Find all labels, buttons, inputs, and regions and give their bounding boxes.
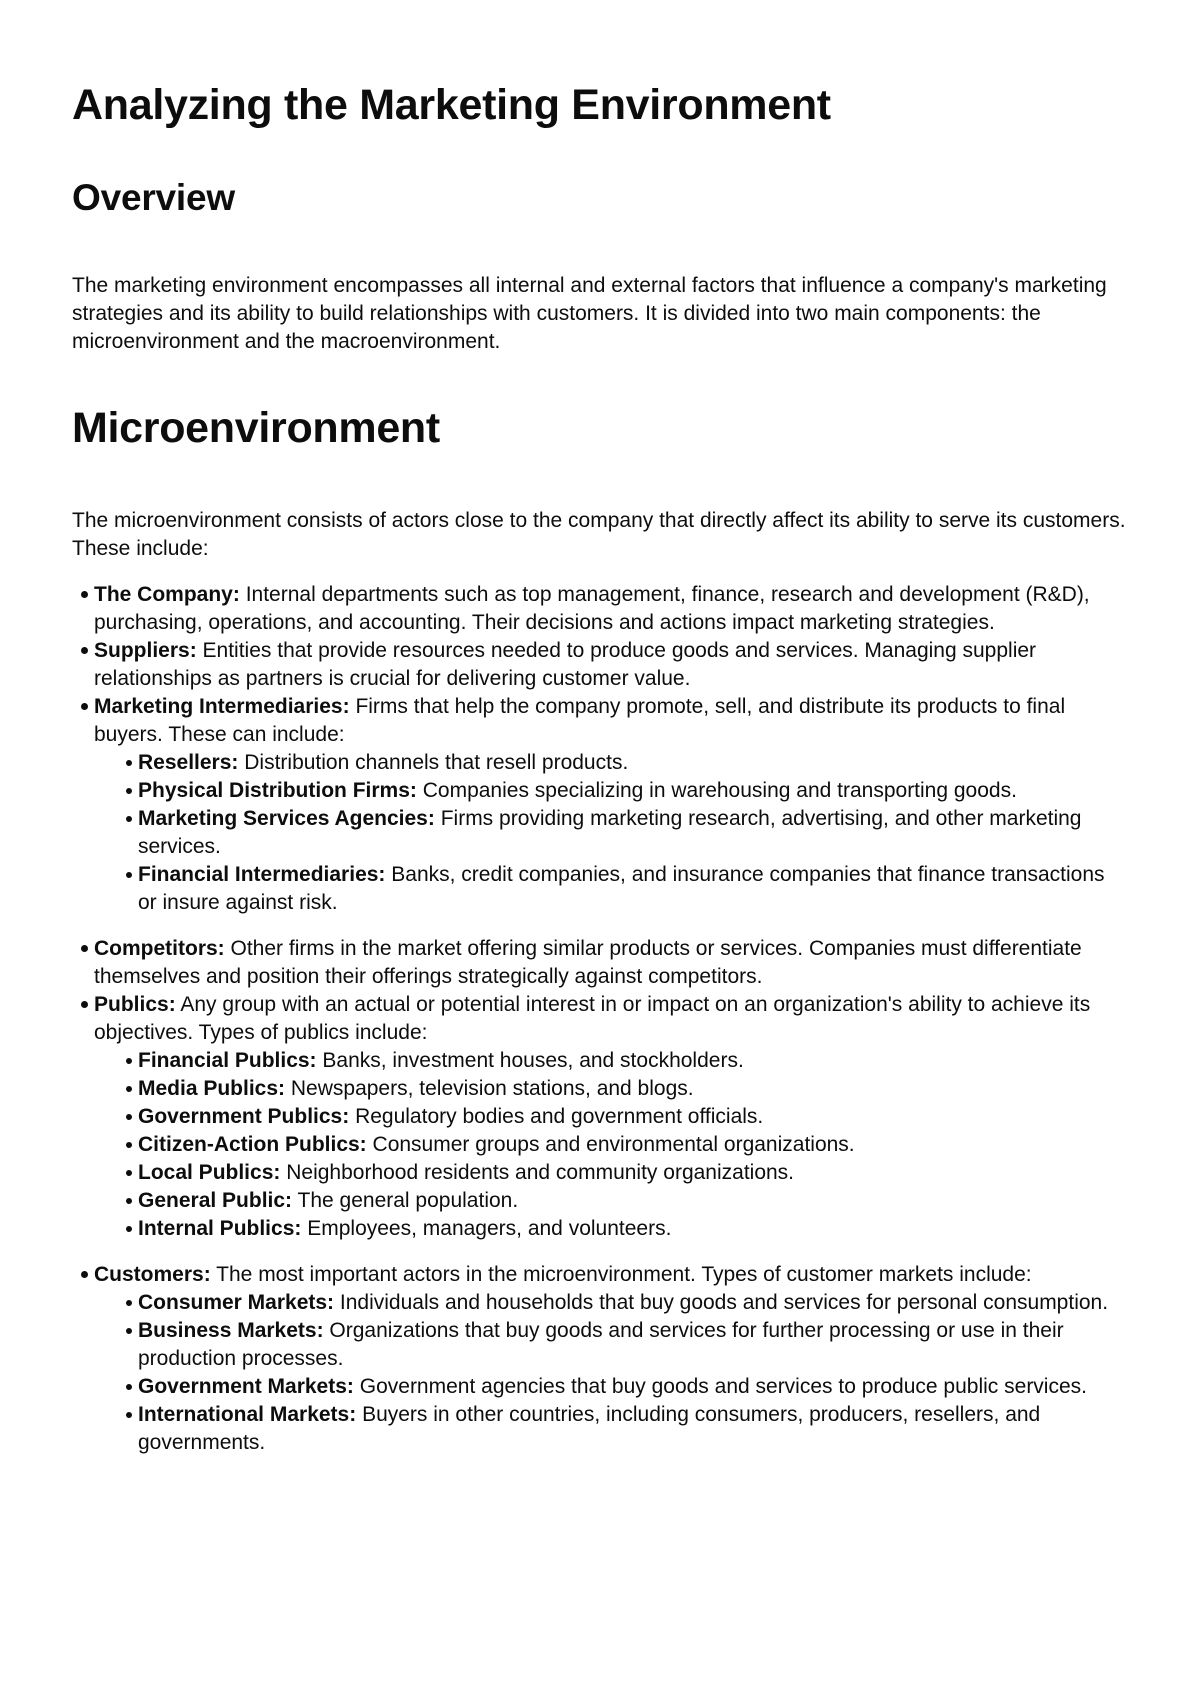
item-label: Media Publics: [138,1076,286,1100]
list-item-general-public [138,1187,1128,1215]
list-item-the-company [94,581,1128,637]
item-text: Organizations that buy goods and services for further processing or use in their production processes. [138,1318,1064,1370]
item-text: Banks, credit companies, and insurance companies that finance transactions or insure against risk. [138,862,1105,914]
item-text: Neighborhood residents and community organizations. [286,1160,795,1184]
item-text: Entities that provide resources needed to produce goods and services. Managing supplier relationships as partners is crucial for delivering customer value. [94,638,1037,690]
item-label: Customers: [94,1262,211,1286]
item-label: Consumer Markets: [138,1290,335,1314]
item-label: Government Markets: [138,1374,354,1398]
item-text: Banks, investment houses, and stockholders. [322,1048,744,1072]
item-label: Marketing Intermediaries: [94,694,350,718]
list-item-international-markets [138,1401,1128,1457]
list-item-marketing-intermediaries [94,693,1128,917]
customers-sublist [94,1289,1128,1457]
list-item-physical-distribution-firms [138,777,1128,805]
item-label: General Public: [138,1188,293,1212]
list-item-business-markets [138,1317,1128,1373]
item-text: Newspapers, television stations, and blogs. [290,1076,694,1100]
item-label: Publics: [94,992,176,1016]
list-item-suppliers [94,637,1128,693]
list-item-publics [94,991,1128,1243]
item-text: Distribution channels that resell products. [244,750,629,774]
item-text: Internal departments such as top management, finance, research and development (R&D), purchasing, operations, and accounting. Their decisions and actions impact marketing strategies. [94,582,1090,634]
item-text: Employees, managers, and volunteers. [307,1216,672,1240]
section-heading-microenvironment: Microenvironment [72,403,440,452]
item-label: International Markets: [138,1402,357,1426]
item-label: Financial Publics: [138,1048,317,1072]
list-item-resellers [138,749,1128,777]
item-text: Other firms in the market offering similar products or services. Companies must differentiate themselves and position their offerings strategically against competitors. [94,936,1082,988]
micro-intro-paragraph: The microenvironment consists of actors close to the company that directly affect its ability to serve its customers. These include: [72,508,1126,560]
item-text: Buyers in other countries, including consumers, producers, resellers, and governments. [138,1402,1041,1454]
micro-actors-list [72,581,1128,1457]
item-text: Any group with an actual or potential interest in or impact on an organization's ability to achieve its objectives. Types of publics include: [94,992,1091,1044]
list-item-financial-intermediaries [138,861,1128,917]
item-text: Companies specializing in warehousing and transporting goods. [422,778,1017,802]
publics-sublist [94,1047,1128,1243]
item-text: Firms providing marketing research, advertising, and other marketing services. [138,806,1082,858]
item-label: Internal Publics: [138,1216,302,1240]
item-label: Citizen-Action Publics: [138,1132,367,1156]
item-label: Marketing Services Agencies: [138,806,435,830]
item-label: The Company: [94,582,240,606]
item-label: Physical Distribution Firms: [138,778,417,802]
item-label: Local Publics: [138,1160,281,1184]
item-text: Regulatory bodies and government officials. [355,1104,764,1128]
list-item-local-publics [138,1159,1128,1187]
item-label: Competitors: [94,936,225,960]
item-label: Suppliers: [94,638,197,662]
page-title: Analyzing the Marketing Environment [72,81,831,129]
marketing-intermediaries-sublist [94,749,1128,917]
item-label: Government Publics: [138,1104,350,1128]
list-item-competitors [94,935,1128,991]
item-text: Individuals and households that buy goods and services for personal consumption. [339,1290,1109,1314]
item-text: The most important actors in the microenvironment. Types of customer markets include: [216,1262,1032,1286]
list-item-media-publics [138,1075,1128,1103]
item-text: The general population. [297,1188,519,1212]
item-text: Government agencies that buy goods and services to produce public services. [359,1374,1087,1398]
list-item-consumer-markets [138,1289,1128,1317]
overview-paragraph: The marketing environment encompasses all internal and external factors that influence a company's marketing strategies and its ability to build relationships with customers. It is divided into two main components: the microenvironment and the macroenvironment. [72,273,1107,353]
item-label: Financial Intermediaries: [138,862,386,886]
item-label: Business Markets: [138,1318,324,1342]
list-item-citizen-action-publics [138,1131,1128,1159]
item-text: Consumer groups and environmental organizations. [372,1132,855,1156]
list-item-government-markets [138,1373,1128,1401]
item-label: Resellers: [138,750,239,774]
list-item-government-publics [138,1103,1128,1131]
section-heading-overview: Overview [72,176,235,218]
item-text: Firms that help the company promote, sell, and distribute its products to final buyers. These can include: [94,694,1066,746]
list-item-marketing-services-agencies [138,805,1128,861]
list-item-financial-publics [138,1047,1128,1075]
list-item-internal-publics [138,1215,1128,1243]
list-item-customers [94,1261,1128,1457]
